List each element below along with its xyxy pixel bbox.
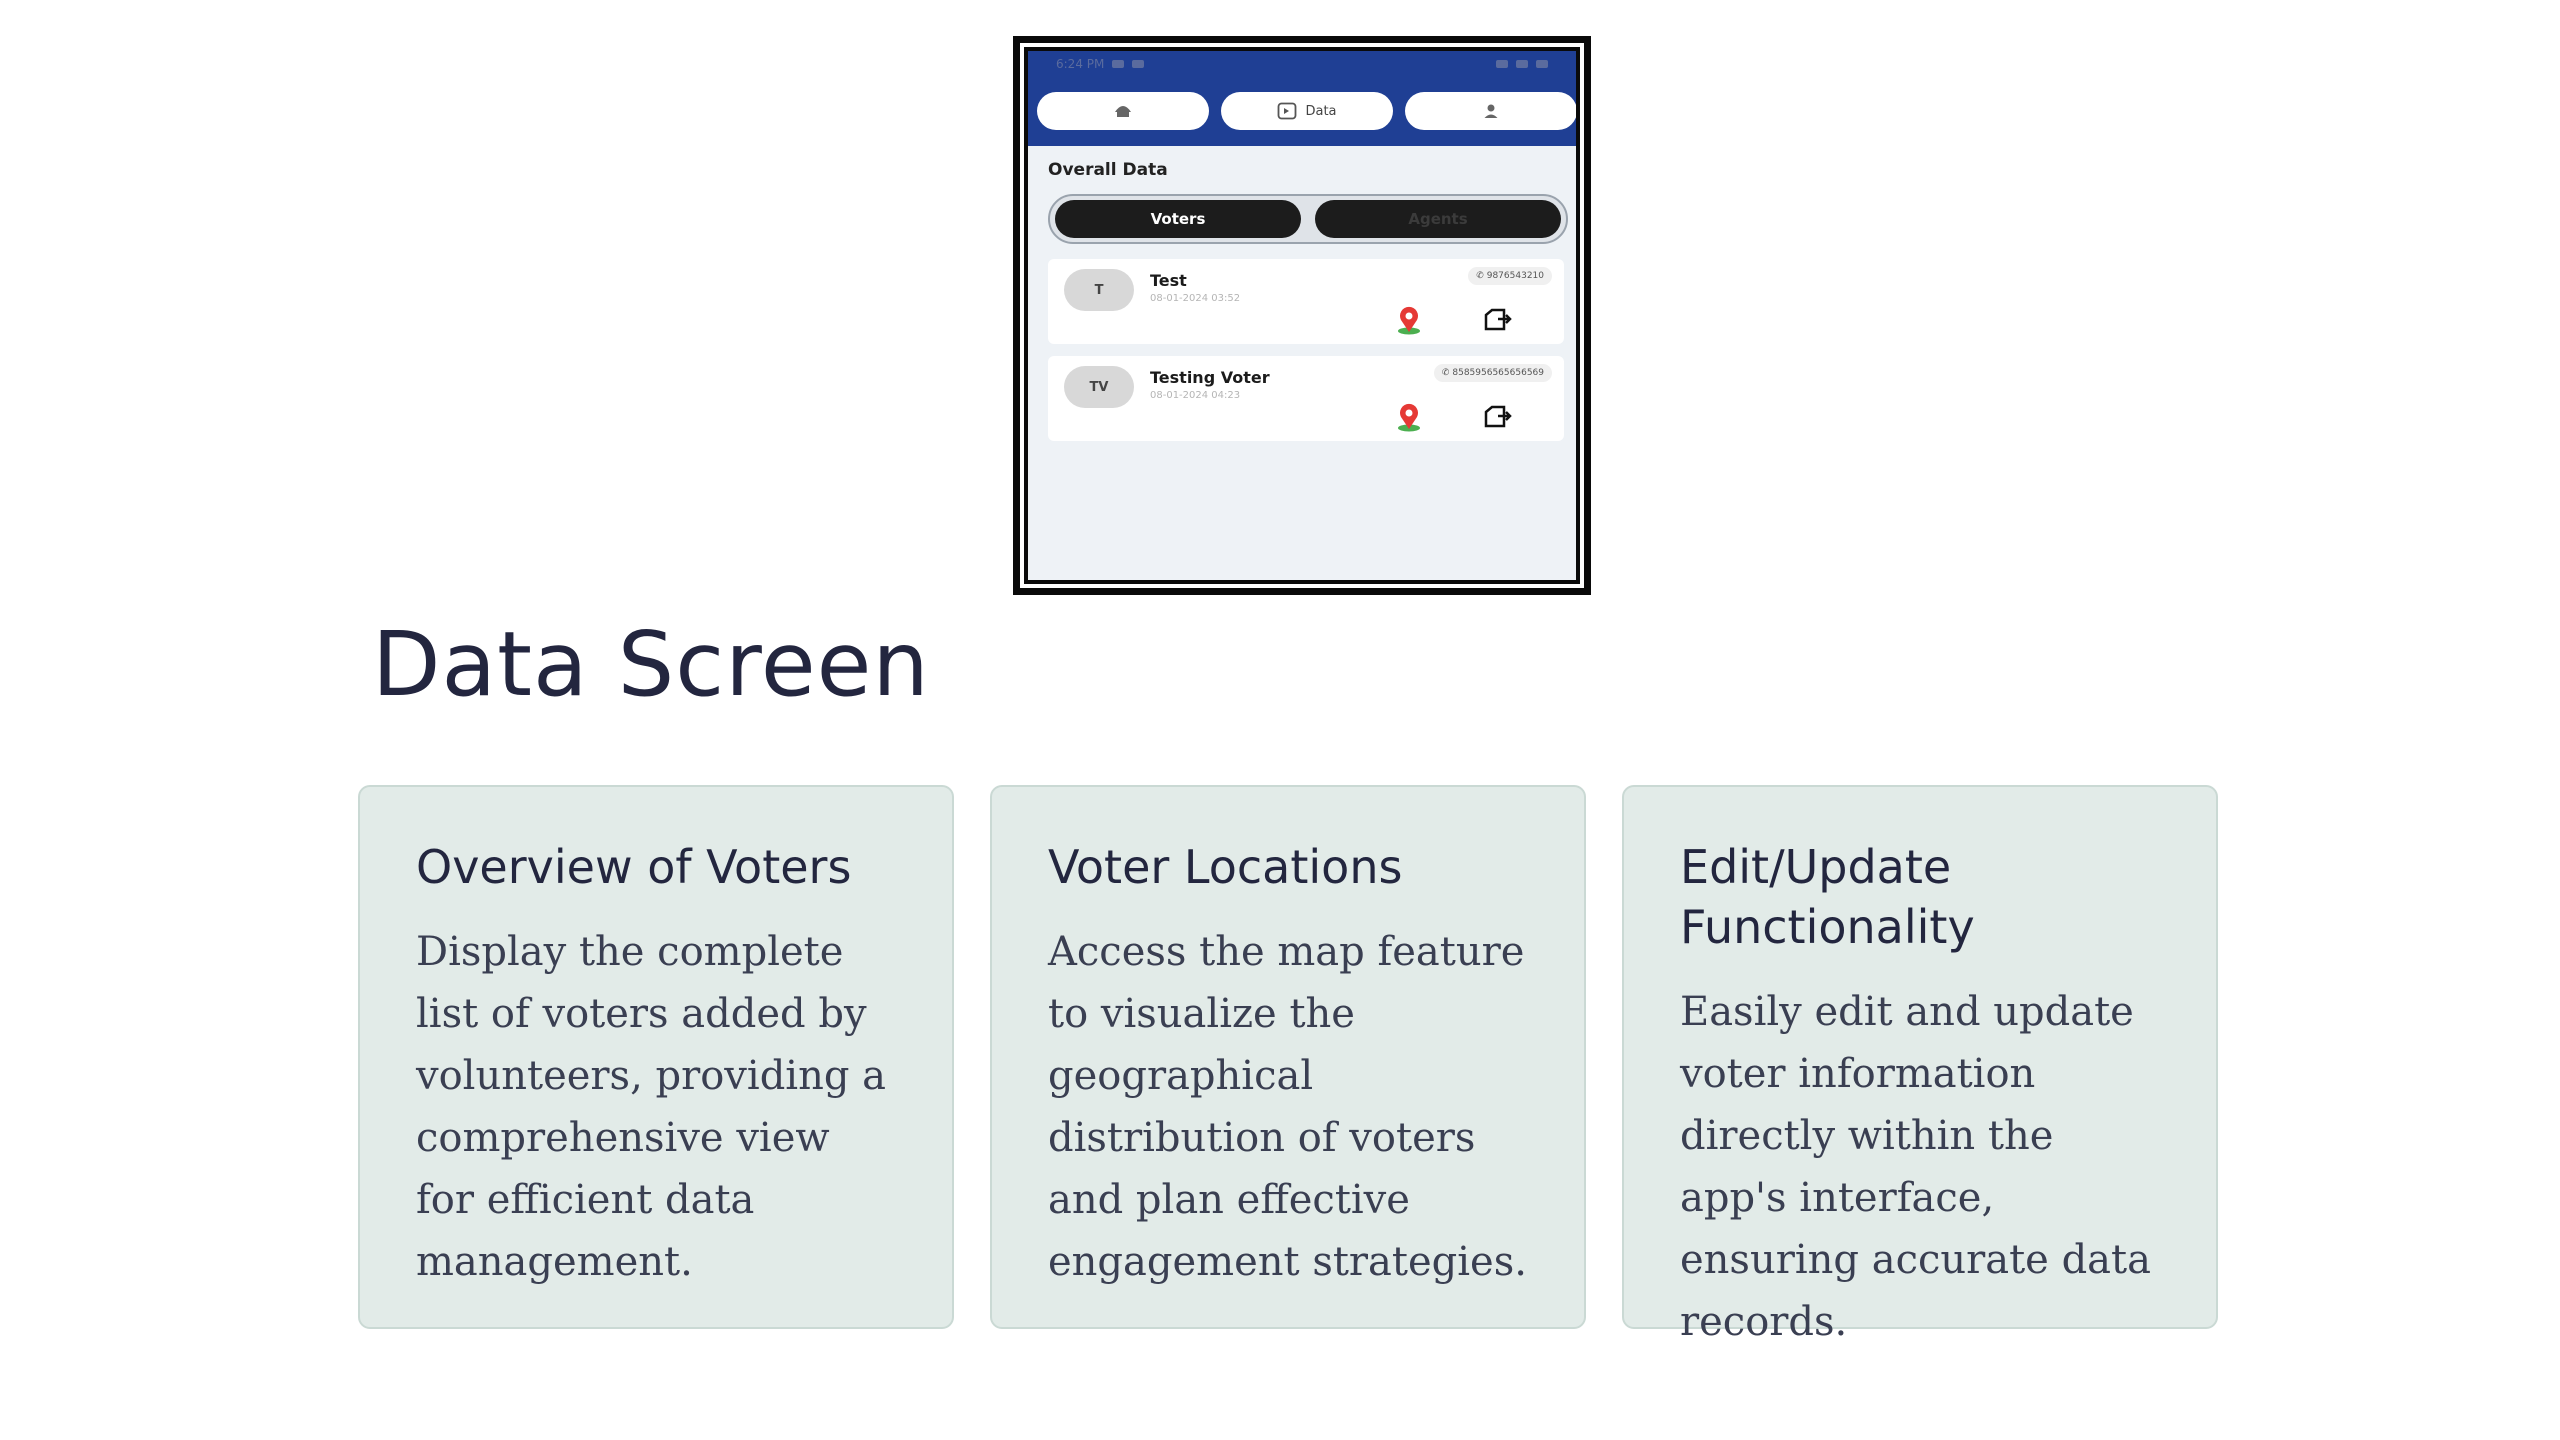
- voter-phone: 9876543210: [1486, 271, 1544, 281]
- nav-profile-button[interactable]: [1405, 92, 1576, 130]
- voter-date: 08-01-2024 03:52: [1150, 293, 1241, 304]
- edit-icon[interactable]: [1480, 307, 1516, 333]
- feature-description: Easily edit and update voter information directly within the app's interface, ensuring accurate data records.: [1680, 989, 2151, 1345]
- nav-data-button[interactable]: [1221, 92, 1393, 130]
- screenshot-border: [1020, 43, 1584, 588]
- home-icon: [1114, 104, 1132, 118]
- feature-title: Voter Locations: [1048, 840, 1403, 894]
- app-screenshot: [1013, 36, 1591, 595]
- bottom-nav: [1037, 92, 1576, 132]
- battery-icon: [1536, 60, 1548, 68]
- edit-icon[interactable]: [1480, 404, 1516, 430]
- voter-card[interactable]: [1048, 356, 1564, 441]
- feature-card-locations: [990, 785, 1586, 1329]
- status-bar: [1028, 51, 1576, 77]
- phone-icon: ✆: [1441, 368, 1450, 378]
- status-time: 6:24 PM: [1056, 57, 1105, 71]
- avatar: TV: [1064, 366, 1134, 408]
- slide-title: Data Screen: [372, 612, 930, 716]
- person-icon: [1483, 103, 1499, 119]
- voters-agents-toggle: [1048, 194, 1568, 244]
- voter-date: 08-01-2024 04:23: [1150, 390, 1241, 401]
- phone-icon: ✆: [1476, 271, 1484, 281]
- feature-description: Display the complete list of voters added by volunteers, providing a comprehensive view for efficient data management.: [416, 929, 887, 1285]
- tab-voters[interactable]: Voters: [1055, 200, 1301, 238]
- voter-phone: 8585956565656569: [1452, 368, 1544, 378]
- app-header: [1028, 51, 1576, 146]
- voter-phone-badge[interactable]: [1434, 364, 1552, 382]
- notification-icon: [1112, 60, 1124, 68]
- overall-data-title: Overall Data: [1048, 160, 1168, 180]
- data-icon: [1277, 102, 1297, 120]
- nav-home-button[interactable]: [1037, 92, 1209, 130]
- voter-card[interactable]: [1048, 259, 1564, 344]
- signal-icon: [1496, 60, 1508, 68]
- tab-agents[interactable]: Agents: [1315, 200, 1561, 238]
- location-pin-icon[interactable]: [1394, 305, 1424, 335]
- location-pin-icon[interactable]: [1394, 402, 1424, 432]
- feature-title: Overview of Voters: [416, 840, 852, 894]
- nav-data-label: Data: [1305, 103, 1337, 119]
- wifi-icon: [1516, 60, 1528, 68]
- feature-description: Access the map feature to visualize the geographical distribution of voters and plan effective engagement strategies.: [1048, 929, 1527, 1285]
- phone-screen: [1028, 51, 1576, 580]
- feature-card-edit: [1622, 785, 2218, 1345]
- voter-name: Test: [1150, 271, 1187, 290]
- notification-icon: [1132, 60, 1144, 68]
- avatar: T: [1064, 269, 1134, 311]
- feature-card-overview: [358, 785, 954, 1329]
- voter-phone-badge[interactable]: [1468, 267, 1552, 285]
- voter-name: Testing Voter: [1150, 368, 1270, 387]
- feature-title: Edit/Update Functionality: [1680, 840, 1975, 954]
